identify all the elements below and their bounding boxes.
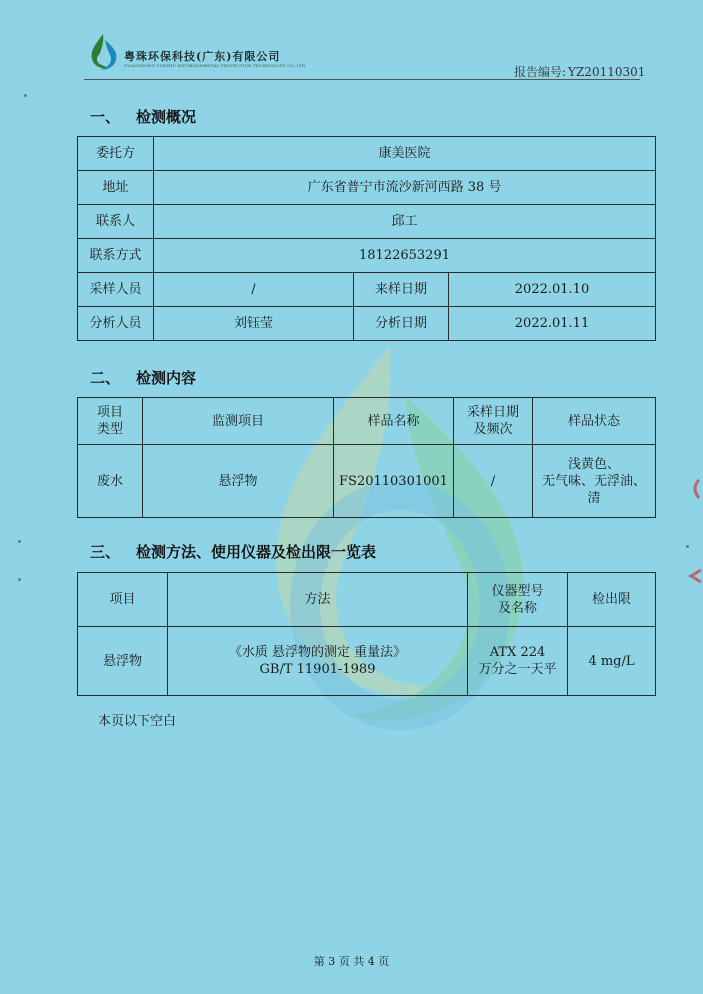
client-label: 委托方 <box>78 137 154 171</box>
analyst-value: 刘钰莹 <box>154 307 354 341</box>
table-row <box>78 627 656 696</box>
sampler-value: / <box>154 273 354 307</box>
content-table <box>77 397 656 518</box>
header-instrument: 仪器型号 及名称 <box>468 573 568 627</box>
report-number-value: YZ20110301 <box>568 65 646 79</box>
cell-monitor-item: 悬浮物 <box>143 445 334 518</box>
report-number-label: 报告编号: <box>514 65 567 79</box>
table-row <box>78 171 656 205</box>
cell-sample-name: FS20110301001 <box>334 445 454 518</box>
analyst-label: 分析人员 <box>78 307 154 341</box>
section2-heading <box>90 367 196 388</box>
client-value: 康美医院 <box>154 137 656 171</box>
table-row <box>78 205 656 239</box>
header-monitor-item: 监测项目 <box>143 398 334 445</box>
scan-dot <box>686 545 689 548</box>
receive-date-value: 2022.01.10 <box>449 273 656 307</box>
cell-sample-state: 浅黄色、 无气味、无浮油、 清 <box>533 445 656 518</box>
table-row <box>78 239 656 273</box>
cell-item: 悬浮物 <box>78 627 168 696</box>
company-name: 粤珠环保科技(广东)有限公司 <box>124 50 281 63</box>
section1-title: 检测概况 <box>136 108 197 126</box>
report-number <box>512 63 645 80</box>
sampler-label: 采样人员 <box>78 273 154 307</box>
cell-method: 《水质 悬浮物的测定 重量法》 GB/T 11901-1989 <box>168 627 468 696</box>
company-logo-icon <box>86 32 120 72</box>
overview-table <box>77 136 656 341</box>
phone-label: 联系方式 <box>78 239 154 273</box>
table-row <box>78 307 656 341</box>
company-name-en: GUANGDONG YUEZHU ENVIRONMENTAL PROTECTION TECHNOLOGY CO.,LTD. <box>124 63 307 68</box>
table-header-row <box>78 573 656 627</box>
cell-sampling-date: / <box>454 445 533 518</box>
header-item-type: 项目 类型 <box>78 398 143 445</box>
header-sampling-date: 采样日期 及频次 <box>454 398 533 445</box>
header-method: 方法 <box>168 573 468 627</box>
header-rule <box>84 79 640 80</box>
table-row <box>78 137 656 171</box>
header-sample-state: 样品状态 <box>533 398 656 445</box>
cell-type: 废水 <box>78 445 143 518</box>
header-sample-name: 样品名称 <box>334 398 454 445</box>
method-table <box>77 572 656 696</box>
section3-title: 检测方法、使用仪器及检出限一览表 <box>136 543 377 561</box>
analysis-date-label: 分析日期 <box>354 307 449 341</box>
section1-number: 一、 <box>90 108 121 126</box>
scan-dot <box>18 540 21 543</box>
address-value: 广东省普宁市流沙新河西路 38 号 <box>154 171 656 205</box>
blank-note: 本页以下空白 <box>98 714 177 729</box>
table-row <box>78 445 656 518</box>
analysis-date-value: 2022.01.11 <box>449 307 656 341</box>
contact-value: 邱工 <box>154 205 656 239</box>
table-row <box>78 273 656 307</box>
header-item: 项目 <box>78 573 168 627</box>
section1-heading <box>90 106 196 127</box>
cell-instrument: ATX 224 万分之一天平 <box>468 627 568 696</box>
cell-detection-limit: 4 mg/L <box>568 627 656 696</box>
section3-heading <box>90 541 376 562</box>
address-label: 地址 <box>78 171 154 205</box>
table-header-row <box>78 398 656 445</box>
section2-number: 二、 <box>90 369 121 387</box>
header-detection-limit: 检出限 <box>568 573 656 627</box>
section2-title: 检测内容 <box>136 369 197 387</box>
phone-value: 18122653291 <box>154 239 656 273</box>
page-footer: 第 3 页 共 4 页 <box>313 955 390 968</box>
scan-dot <box>24 94 27 97</box>
scan-dot <box>18 578 21 581</box>
section3-number: 三、 <box>90 543 121 561</box>
contact-label: 联系人 <box>78 205 154 239</box>
receive-date-label: 来样日期 <box>354 273 449 307</box>
